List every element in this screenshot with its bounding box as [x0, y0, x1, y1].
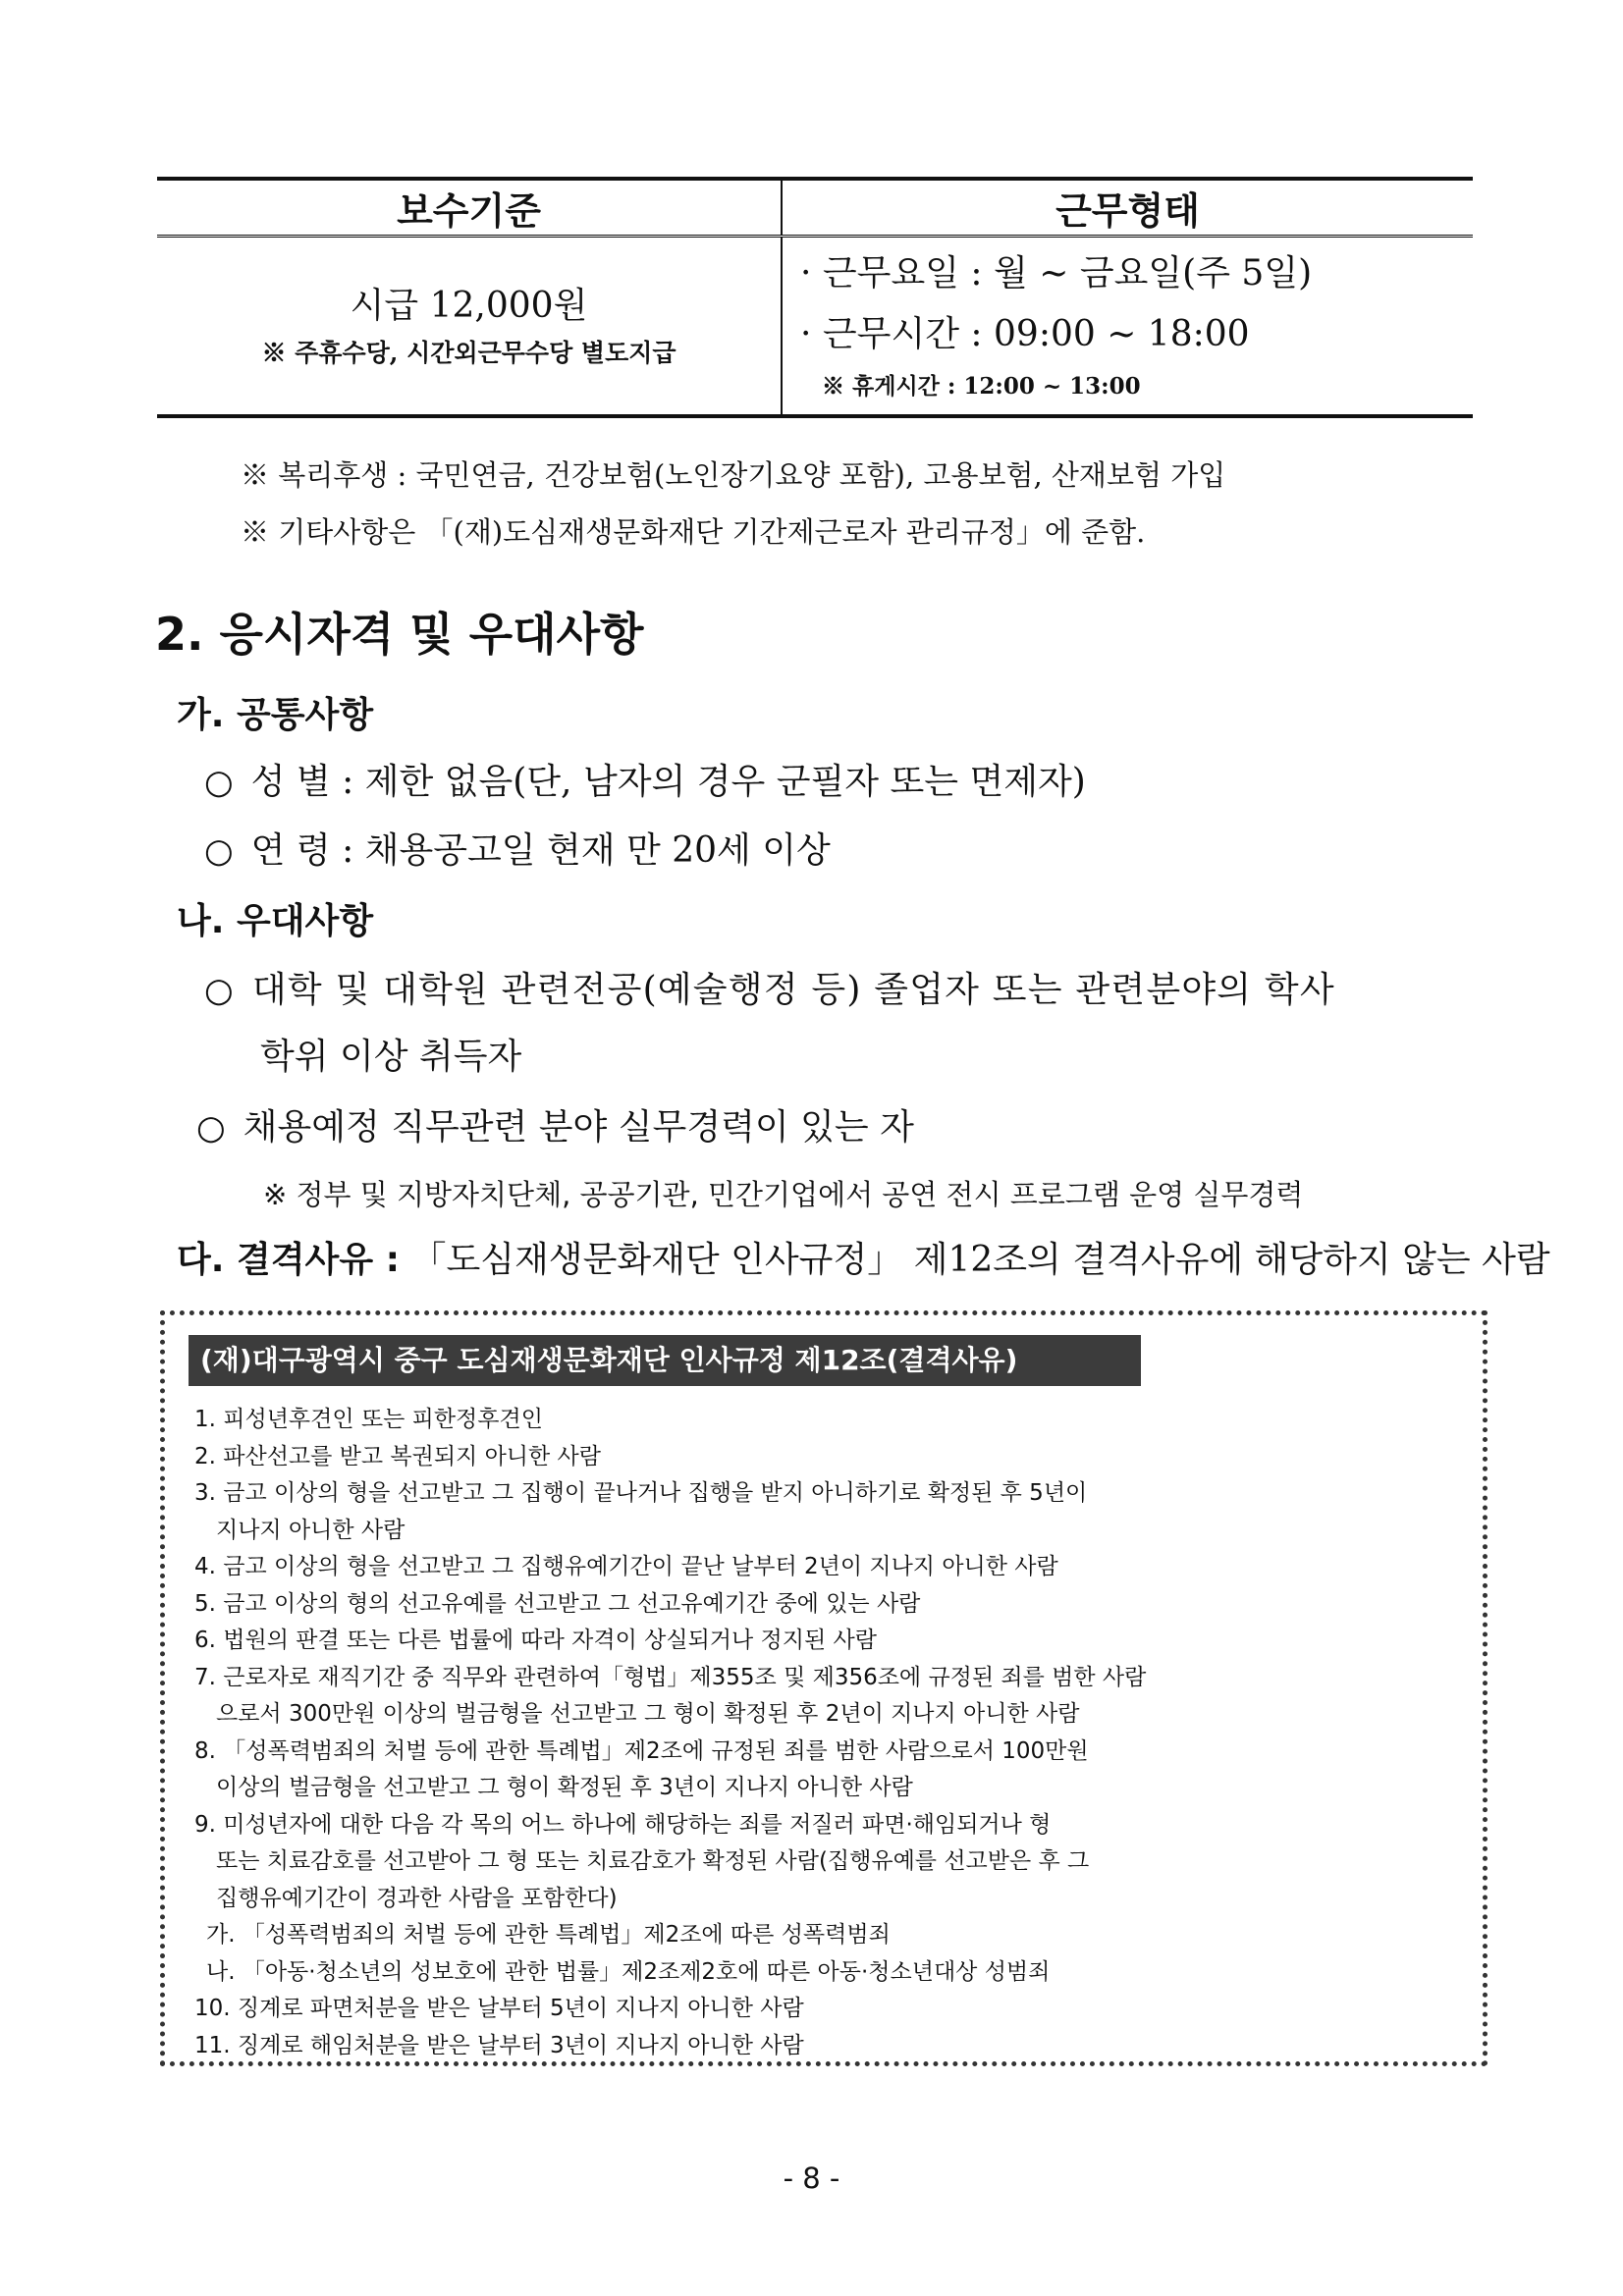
work-cell [782, 237, 1473, 417]
list-item: 9. 미성년자에 대한 다음 각 목의 어느 하나에 해당하는 죄를 저질러 파면·해임되거나 형 [194, 1811, 1052, 1838]
degree-text-line2: 학위 이상 취득자 [260, 1037, 522, 1077]
list-item: 5. 금고 이상의 형의 선고유예를 선고받고 그 선고유예기간 중에 있는 사람 [194, 1590, 921, 1617]
welfare-note: ※ 복리후생 : 국민연금, 건강보험(노인장기요양 포함), 고용보험, 산재보험 가입 [241, 458, 1226, 492]
section-title: 2. 응시자격 및 우대사항 [155, 608, 644, 661]
list-item: 집행유예기간이 경과한 사람을 포함한다) [216, 1885, 618, 1911]
break-time-note: ※ 휴게시간 : 12:00 ~ 13:00 [822, 373, 1141, 400]
list-item: 이상의 벌금형을 선고받고 그 형이 확정된 후 3년이 지나지 아니한 사람 [216, 1775, 913, 1800]
degree-text-line1: 대학 및 대학원 관련전공(예술행정 등) 졸업자 또는 관련분야의 학사 [251, 970, 1335, 1010]
other-matters-note: ※ 기타사항은 「(재)도심재생문화재단 기간제근로자 관리규정」에 준함. [241, 515, 1146, 549]
list-item: 으로서 300만원 이상의 벌금형을 선고받고 그 형이 확정된 후 2년이 지나지 아니한 사람 [216, 1701, 1080, 1727]
common-heading: 가. 공통사항 [177, 695, 374, 735]
regulation-box [160, 1310, 1488, 2066]
hourly-wage: 시급 12,000원 [350, 286, 588, 326]
work-hours: · 근무시간 : 09:00 ~ 18:00 [800, 314, 1250, 354]
list-item: 가. 「성폭력범죄의 처벌 등에 관한 특례법」제2조에 따른 성폭력범죄 [206, 1922, 891, 1948]
disqualification-label: 다. 결격사유 : [177, 1240, 401, 1280]
circle-bullet-icon: ○ [204, 763, 234, 802]
preference-heading: 나. 우대사항 [177, 901, 374, 941]
preference-item-degree [204, 962, 1335, 1012]
list-item: 나. 「아동·청소년의 성보호에 관한 법률」제2조제2호에 따른 아동·청소년대상 성범죄 [206, 1958, 1051, 1985]
gender-text: 성 별 : 제한 없음(단, 남자의 경우 군필자 또는 면제자) [250, 762, 1086, 802]
list-item: 1. 피성년후견인 또는 피한정후견인 [194, 1407, 543, 1432]
pay-cell [157, 237, 782, 417]
experience-text: 채용예정 직무관련 분야 실무경력이 있는 자 [243, 1107, 914, 1148]
experience-note: ※ 정부 및 지방자치단체, 공공기관, 민간기업에서 공연 전시 프로그램 운영 실무경력 [263, 1178, 1304, 1211]
page-number: - 8 - [783, 2162, 840, 2195]
list-item: 11. 징계로 해임처분을 받은 날부터 3년이 지나지 아니한 사람 [194, 2032, 804, 2058]
circle-bullet-icon: ○ [204, 831, 234, 871]
work-days: · 근무요일 : 월 ~ 금요일(주 5일) [800, 253, 1313, 294]
preference-item-experience [196, 1099, 914, 1149]
age-item [204, 823, 831, 873]
pay-work-table [157, 177, 1473, 418]
circle-bullet-icon: ○ [196, 1108, 226, 1148]
list-item: 3. 금고 이상의 형을 선고받고 그 집행이 끝나거나 집행을 받지 아니하기로 확정된 후 5년이 [194, 1480, 1088, 1506]
disqualification-line [177, 1232, 1550, 1282]
header-pay-standard: 보수기준 [157, 179, 782, 237]
list-item: 지나지 아니한 사람 [216, 1517, 406, 1543]
age-text: 연 령 : 채용공고일 현재 만 20세 이상 [250, 830, 831, 871]
allowance-note: ※ 주휴수당, 시간외근무수당 별도지급 [261, 339, 676, 367]
gender-item [204, 754, 1086, 804]
circle-bullet-icon: ○ [204, 971, 235, 1010]
list-item: 8. 「성폭력범죄의 처벌 등에 관한 특례법」제2조에 규정된 죄를 범한 사람으로서 100만원 [194, 1737, 1089, 1764]
header-work-type: 근무형태 [782, 179, 1473, 237]
list-item: 10. 징계로 파면처분을 받은 날부터 5년이 지나지 아니한 사람 [194, 1996, 804, 2021]
list-item: 7. 근로자로 재직기간 중 직무와 관련하여「형법」제355조 및 제356조에 규정된 죄를 범한 사람 [194, 1664, 1147, 1690]
list-item: 4. 금고 이상의 형을 선고받고 그 집행유예기간이 끝난 날부터 2년이 지나지 아니한 사람 [194, 1554, 1058, 1579]
regulation-title: (재)대구광역시 중구 도심재생문화재단 인사규정 제12조(결격사유) [189, 1335, 1141, 1386]
list-item: 6. 법원의 판결 또는 다른 법률에 따라 자격이 상실되거나 정지된 사람 [194, 1628, 877, 1653]
disqualification-text: 「도심재생문화재단 인사규정」 제12조의 결격사유에 해당하지 않는 사람 [400, 1240, 1550, 1280]
list-item: 또는 치료감호를 선고받아 그 형 또는 치료감호가 확정된 사람(집행유예를 선고받은 후 그 [216, 1848, 1090, 1874]
regulation-list [194, 1402, 1471, 2064]
list-item: 2. 파산선고를 받고 복권되지 아니한 사람 [194, 1443, 601, 1469]
